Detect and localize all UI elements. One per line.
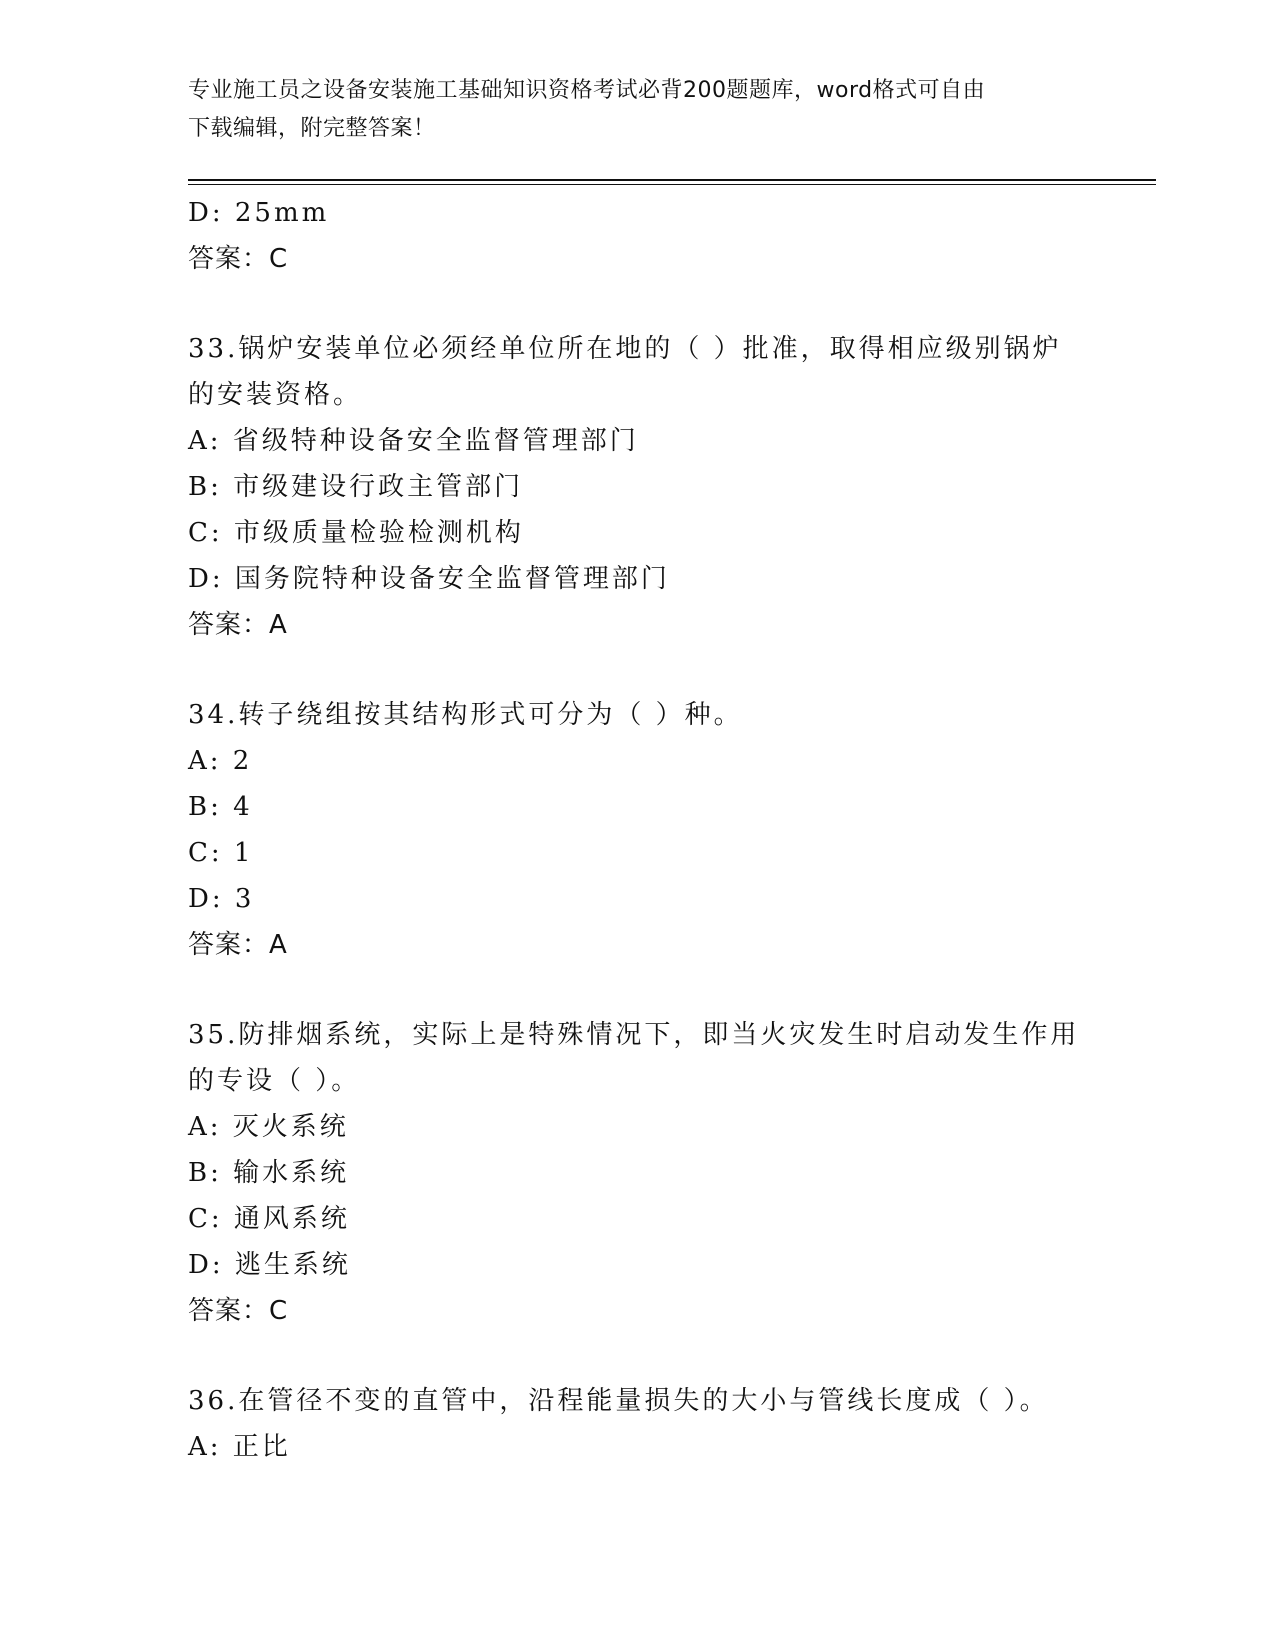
question-34 — [188, 692, 1088, 968]
answer-line: 答案：C — [188, 1296, 289, 1326]
option-d: D: 25mm — [188, 198, 330, 228]
question-stem: 36.在管径不变的直管中，沿程能量损失的大小与管线长度成（ ）。 — [188, 1386, 1049, 1416]
option-c: C: 市级质量检验检测机构 — [188, 518, 524, 548]
option-b: B: 4 — [188, 792, 253, 822]
question-stem: 的专设（ ）。 — [188, 1066, 361, 1096]
option-d: D: 3 — [188, 884, 255, 914]
option-b: B: 输水系统 — [188, 1158, 350, 1188]
option-a: A: 灭火系统 — [188, 1112, 349, 1142]
header-line-1: 专业施工员之设备安装施工基础知识资格考试必背200题题库，word格式可自由 — [188, 78, 986, 103]
header-divider-thin — [188, 184, 1156, 185]
option-a: A: 正比 — [188, 1432, 291, 1462]
question-stem: 34.转子绕组按其结构形式可分为（ ）种。 — [188, 700, 743, 730]
answer-line: 答案：A — [188, 610, 288, 640]
question-33 — [188, 326, 1088, 648]
option-b: B: 市级建设行政主管部门 — [188, 472, 524, 502]
question-36 — [188, 1378, 1088, 1470]
question-stem: 的安装资格。 — [188, 380, 363, 410]
previous-question-tail — [188, 190, 1088, 282]
option-d: D: 国务院特种设备安全监督管理部门 — [188, 564, 670, 594]
answer-line: 答案：C — [188, 244, 289, 274]
question-stem: 35.防排烟系统，实际上是特殊情况下，即当火灾发生时启动发生作用 — [188, 1020, 1080, 1050]
header-divider-thick — [188, 179, 1156, 181]
document-header — [188, 72, 1088, 148]
answer-line: 答案：A — [188, 930, 288, 960]
option-c: C: 通风系统 — [188, 1204, 350, 1234]
question-stem: 33.锅炉安装单位必须经单位所在地的（ ）批准，取得相应级别锅炉 — [188, 334, 1062, 364]
header-line-2: 下载编辑，附完整答案！ — [188, 116, 436, 141]
question-content — [188, 190, 1088, 1470]
option-d: D: 逃生系统 — [188, 1250, 351, 1280]
option-a: A: 2 — [188, 746, 253, 776]
question-35 — [188, 1012, 1088, 1334]
option-a: A: 省级特种设备安全监督管理部门 — [188, 426, 639, 456]
option-c: C: 1 — [188, 838, 254, 868]
